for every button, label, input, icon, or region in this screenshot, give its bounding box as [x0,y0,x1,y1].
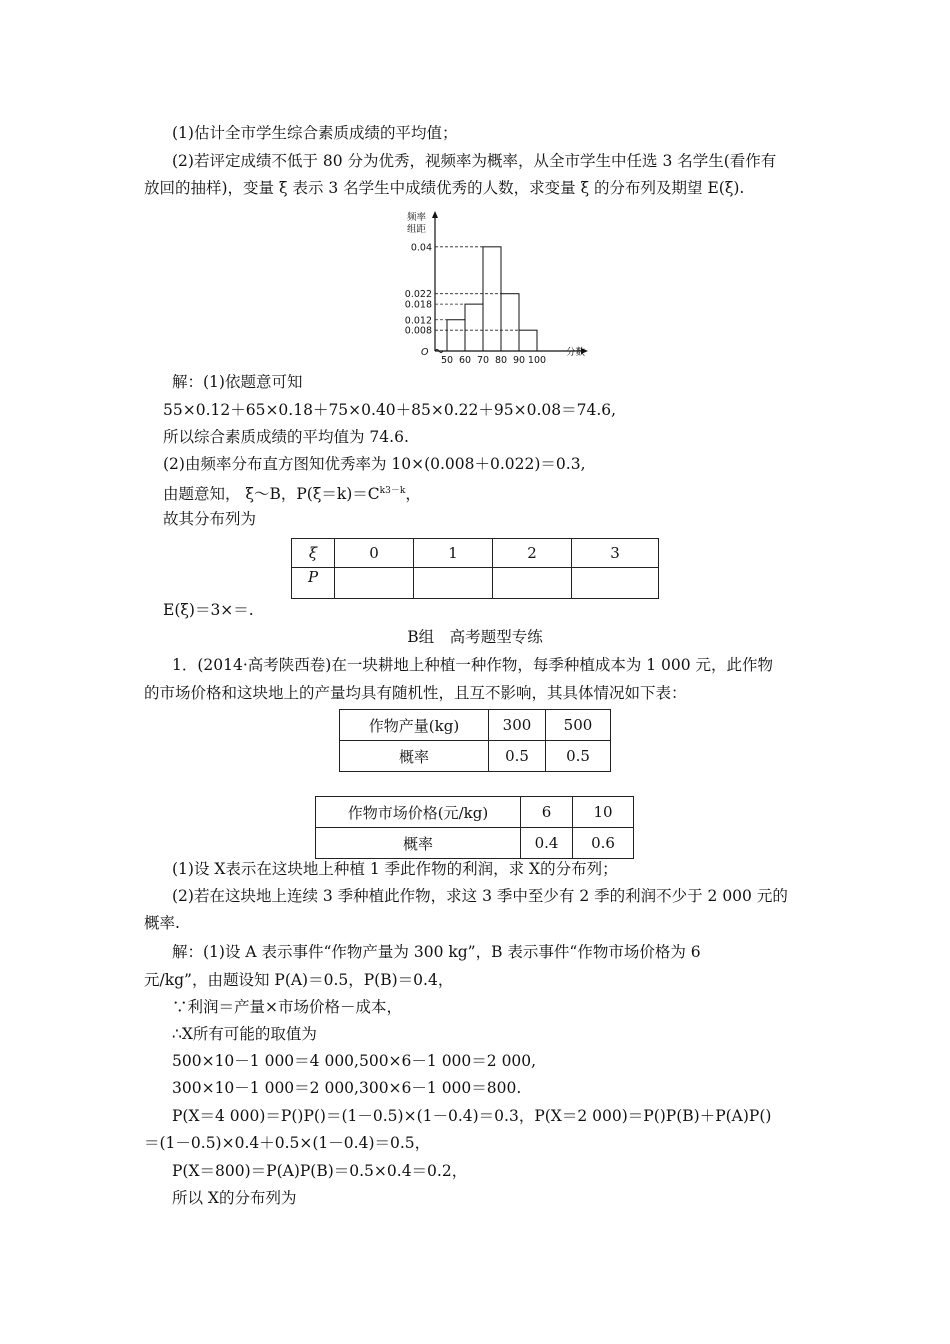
price-table [315,796,634,859]
solution-2-line-8: ＝(1－0.5)×0.4＋0.5×(1－0.4)＝0.5， [144,1134,431,1152]
table-row [340,710,611,741]
table-cell: 0 [335,539,414,568]
table-cell: ξ [292,539,335,568]
histogram-bar [483,247,501,351]
problem-1-part-1: (1)设 X表示在这块地上种植 1 季此作物的利润，求 X的分布列； [172,860,618,878]
table-cell: 0.4 [521,828,573,859]
solution-2-line-7: P(X＝4 000)＝P()P()＝(1－0.5)×(1－0.4)＝0.3，P(X＝2 000)＝P()P(B)＋P(A)P() [172,1107,772,1125]
question-part-1: (1)估计全市学生综合素质成绩的平均值； [172,124,458,142]
table-cell [572,568,659,599]
section-title: B组 高考题型专练 [407,628,543,646]
table-cell: 概率 [316,828,521,859]
solution-2-line-10: 所以 X的分布列为 [172,1189,297,1207]
expectation-line: E(ξ)＝3×＝. [163,601,254,619]
table-cell: 作物市场价格(元/kg) [316,797,521,828]
table-cell: 0.6 [573,828,634,859]
solution-1-line-3: 所以综合素质成绩的平均值为 74.6. [163,428,409,446]
y-tick-label: 0.008 [404,325,432,337]
y-tick-label: 0.022 [404,289,432,301]
solution-2-line-9: P(X＝800)＝P(A)P(B)＝0.5×0.4＝0.2， [172,1162,468,1180]
problem-1-line-1: 1．(2014·高考陕西卷)在一块耕地上种植一种作物，每季种植成本为 1 000 元，此作物 [172,656,774,674]
table-cell: 300 [489,710,546,741]
solution-2-line-2: 元/kg”，由题设知 P(A)＝0.5，P(B)＝0.4， [144,971,454,989]
problem-1-line-2: 的市场价格和这块地上的产量均具有随机性，且互不影响，其具体情况如下表： [144,684,687,702]
y-label-line-1: 频率 [407,212,427,223]
x-tick-label: 100 [527,355,547,366]
table-cell: 1 [414,539,493,568]
table-cell: 3 [572,539,659,568]
table-cell: 0.5 [546,741,611,772]
table-row [340,741,611,772]
binomial-tail: ， [405,485,421,504]
x-tick-label: 70 [476,355,490,366]
table-row [292,539,659,568]
binomial-superscript: k3－k [379,486,406,496]
frequency-histogram [395,208,595,366]
y-label-line-2: 组距 [407,224,427,235]
x-tick-label: 90 [512,355,526,366]
histogram-bar [501,294,519,351]
solution-1-line-2: 55×0.12＋65×0.18＋75×0.40＋85×0.22＋95×0.08＝74.6, [163,401,617,419]
table-cell [335,568,414,599]
table-cell: 10 [573,797,634,828]
y-tick-label: 0.018 [404,299,432,311]
histogram-bar [519,330,537,351]
table-cell: 作物产量(kg) [340,710,489,741]
histogram-bar [447,320,465,351]
solution-2-line-4: ∴X所有可能的取值为 [172,1025,317,1043]
table-row [316,828,634,859]
histogram-bar [465,304,483,351]
y-axis-arrow [432,211,438,218]
table-cell: 概率 [340,741,489,772]
solution-1-line-6: 故其分布列为 [163,510,257,528]
solution-1-line-1: 解：(1)依题意可知 [172,373,303,391]
solution-1-line-5 [163,481,421,504]
table-cell [493,568,572,599]
solution-2-line-3: ∵利润＝产量×市场价格－成本， [172,998,402,1016]
table-cell [414,568,493,599]
table-row [316,797,634,828]
y-tick-label: 0.012 [404,315,432,327]
table-cell: P [292,568,335,599]
solution-1-line-4: (2)由频率分布直方图知优秀率为 10×(0.008＋0.022)＝0.3, [163,455,586,473]
table-cell: 6 [521,797,573,828]
solution-2-line-6: 300×10－1 000＝2 000,300×6－1 000＝800. [172,1079,522,1097]
x-tick-label: 60 [458,355,472,366]
question-part-2-line-2: 放回的抽样)，变量 ξ 表示 3 名学生中成绩优秀的人数，求变量 ξ 的分布列及期望 E(ξ). [144,179,745,197]
question-part-2-line-1: (2)若评定成绩不低于 80 分为优秀，视频率为概率，从全市学生中任选 3 名学生(看作有 [172,152,777,170]
solution-2-line-1: 解：(1)设 A 表示事件“作物产量为 300 kg”，B 表示事件“作物市场价格为 6 [172,943,701,961]
table-row [292,568,659,599]
table-cell: 0.5 [489,741,546,772]
x-tick-label: 50 [440,355,454,366]
table-cell: 500 [546,710,611,741]
table-cell: 2 [493,539,572,568]
solution-2-line-5: 500×10－1 000＝4 000,500×6－1 000＝2 000, [172,1052,537,1070]
y-tick-label: 0.04 [410,242,432,254]
problem-1-part-2-line-1: (2)若在这块地上连续 3 季种植此作物，求这 3 季中至少有 2 季的利润不少于 2 000 元的 [172,887,788,905]
xi-distribution-table [291,538,659,599]
origin-label: O [421,347,429,358]
yield-table [339,709,611,772]
problem-1-part-2-line-2: 概率. [144,914,180,932]
binomial-text: 由题意知， ξ～B，P(ξ＝k)＝C [163,485,380,504]
x-label: 分数 [566,347,586,358]
x-tick-label: 80 [494,355,508,366]
